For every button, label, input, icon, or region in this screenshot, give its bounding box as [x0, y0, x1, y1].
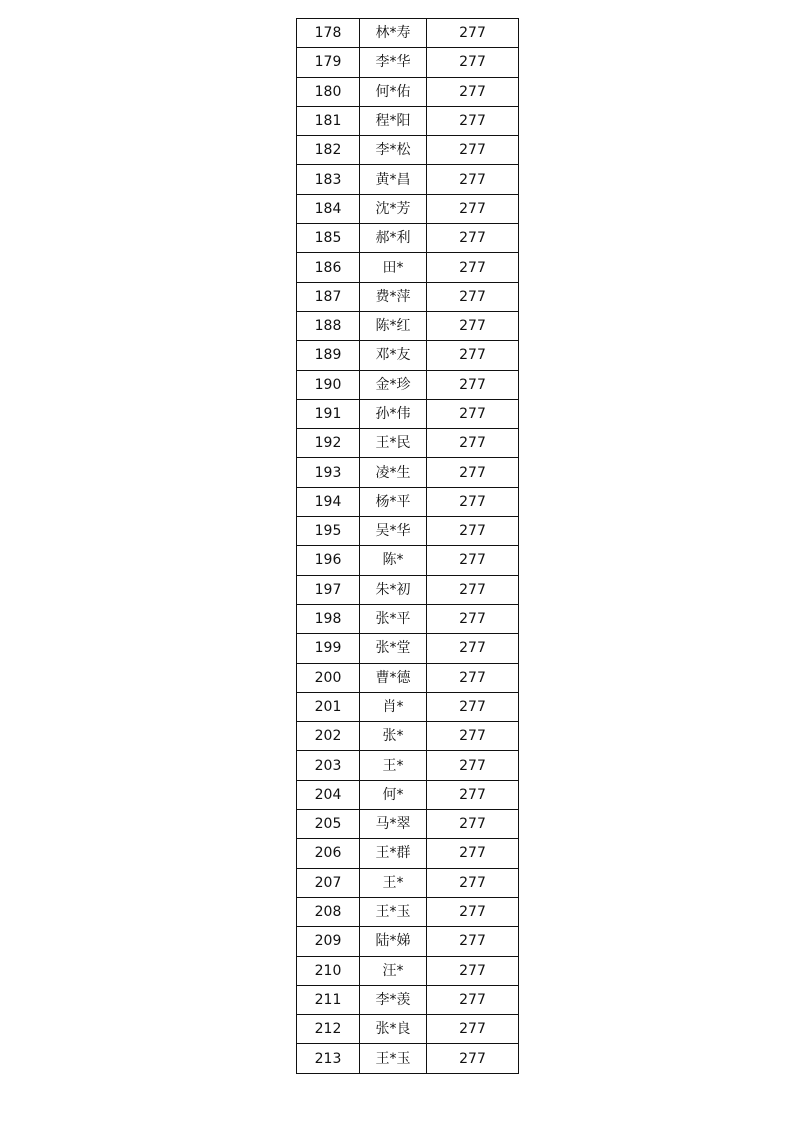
score-cell: 277	[427, 575, 519, 604]
table-row	[297, 77, 519, 106]
score-cell: 277	[427, 1044, 519, 1073]
table-row	[297, 106, 519, 135]
score-cell: 277	[427, 282, 519, 311]
table-row	[297, 311, 519, 340]
score-cell: 277	[427, 751, 519, 780]
table-row	[297, 956, 519, 985]
name-cell: 何*	[360, 780, 427, 809]
score-cell: 277	[427, 429, 519, 458]
table-row	[297, 810, 519, 839]
name-cell: 李*羡	[360, 985, 427, 1014]
row-number-cell: 198	[297, 604, 360, 633]
table-row	[297, 517, 519, 546]
table-row	[297, 868, 519, 897]
name-cell: 陈*	[360, 546, 427, 575]
score-cell: 277	[427, 810, 519, 839]
score-cell: 277	[427, 927, 519, 956]
score-cell: 277	[427, 517, 519, 546]
name-cell: 何*佑	[360, 77, 427, 106]
table-row	[297, 282, 519, 311]
score-cell: 277	[427, 77, 519, 106]
name-cell: 程*阳	[360, 106, 427, 135]
name-cell: 张*堂	[360, 634, 427, 663]
table-row	[297, 165, 519, 194]
table-row	[297, 897, 519, 926]
row-number-cell: 181	[297, 106, 360, 135]
score-cell: 277	[427, 546, 519, 575]
row-number-cell: 194	[297, 487, 360, 516]
table-row	[297, 458, 519, 487]
name-cell: 孙*伟	[360, 399, 427, 428]
name-cell: 金*珍	[360, 370, 427, 399]
name-cell: 王*民	[360, 429, 427, 458]
name-cell: 曹*德	[360, 663, 427, 692]
name-cell: 王*	[360, 868, 427, 897]
row-number-cell: 192	[297, 429, 360, 458]
name-cell: 朱*初	[360, 575, 427, 604]
row-number-cell: 200	[297, 663, 360, 692]
row-number-cell: 180	[297, 77, 360, 106]
name-cell: 马*翠	[360, 810, 427, 839]
row-number-cell: 205	[297, 810, 360, 839]
row-number-cell: 186	[297, 253, 360, 282]
row-number-cell: 213	[297, 1044, 360, 1073]
score-cell: 277	[427, 722, 519, 751]
table-row	[297, 194, 519, 223]
score-cell: 277	[427, 311, 519, 340]
name-cell: 沈*芳	[360, 194, 427, 223]
row-number-cell: 208	[297, 897, 360, 926]
score-cell: 277	[427, 985, 519, 1014]
name-cell: 肖*	[360, 692, 427, 721]
table-row	[297, 575, 519, 604]
table-row	[297, 985, 519, 1014]
name-cell: 王*	[360, 751, 427, 780]
row-number-cell: 203	[297, 751, 360, 780]
row-number-cell: 190	[297, 370, 360, 399]
score-cell: 277	[427, 194, 519, 223]
name-cell: 张*平	[360, 604, 427, 633]
table-row	[297, 604, 519, 633]
score-cell: 277	[427, 458, 519, 487]
name-cell: 邓*友	[360, 341, 427, 370]
name-cell: 林*寿	[360, 19, 427, 48]
row-number-cell: 211	[297, 985, 360, 1014]
score-cell: 277	[427, 868, 519, 897]
name-cell: 陈*红	[360, 311, 427, 340]
table-row	[297, 927, 519, 956]
table-row	[297, 399, 519, 428]
name-cell: 吴*华	[360, 517, 427, 546]
name-cell: 张*良	[360, 1015, 427, 1044]
name-cell: 王*群	[360, 839, 427, 868]
score-cell: 277	[427, 487, 519, 516]
score-cell: 277	[427, 663, 519, 692]
table-row	[297, 722, 519, 751]
score-cell: 277	[427, 634, 519, 663]
name-cell: 黄*昌	[360, 165, 427, 194]
score-cell: 277	[427, 165, 519, 194]
table-row	[297, 136, 519, 165]
score-cell: 277	[427, 224, 519, 253]
table-row	[297, 1044, 519, 1073]
score-cell: 277	[427, 19, 519, 48]
roster-table	[296, 18, 519, 1074]
name-cell: 凌*生	[360, 458, 427, 487]
row-number-cell: 184	[297, 194, 360, 223]
row-number-cell: 202	[297, 722, 360, 751]
table-row	[297, 224, 519, 253]
table-row	[297, 341, 519, 370]
table-row	[297, 546, 519, 575]
row-number-cell: 183	[297, 165, 360, 194]
score-cell: 277	[427, 692, 519, 721]
name-cell: 陆*娣	[360, 927, 427, 956]
name-cell: 郝*利	[360, 224, 427, 253]
table-row	[297, 692, 519, 721]
row-number-cell: 201	[297, 692, 360, 721]
table-row	[297, 1015, 519, 1044]
row-number-cell: 178	[297, 19, 360, 48]
row-number-cell: 179	[297, 48, 360, 77]
row-number-cell: 204	[297, 780, 360, 809]
roster-table-body	[297, 19, 519, 1074]
score-cell: 277	[427, 370, 519, 399]
row-number-cell: 210	[297, 956, 360, 985]
name-cell: 王*玉	[360, 1044, 427, 1073]
row-number-cell: 209	[297, 927, 360, 956]
name-cell: 王*玉	[360, 897, 427, 926]
row-number-cell: 185	[297, 224, 360, 253]
table-row	[297, 839, 519, 868]
row-number-cell: 193	[297, 458, 360, 487]
name-cell: 汪*	[360, 956, 427, 985]
name-cell: 李*松	[360, 136, 427, 165]
score-cell: 277	[427, 253, 519, 282]
row-number-cell: 188	[297, 311, 360, 340]
score-cell: 277	[427, 839, 519, 868]
table-row	[297, 19, 519, 48]
name-cell: 田*	[360, 253, 427, 282]
score-cell: 277	[427, 1015, 519, 1044]
table-row	[297, 780, 519, 809]
row-number-cell: 207	[297, 868, 360, 897]
row-number-cell: 212	[297, 1015, 360, 1044]
row-number-cell: 206	[297, 839, 360, 868]
row-number-cell: 191	[297, 399, 360, 428]
score-cell: 277	[427, 897, 519, 926]
table-row	[297, 663, 519, 692]
score-cell: 277	[427, 780, 519, 809]
name-cell: 杨*平	[360, 487, 427, 516]
row-number-cell: 195	[297, 517, 360, 546]
score-cell: 277	[427, 48, 519, 77]
table-row	[297, 253, 519, 282]
score-cell: 277	[427, 341, 519, 370]
score-cell: 277	[427, 399, 519, 428]
table-row	[297, 48, 519, 77]
name-cell: 李*华	[360, 48, 427, 77]
name-cell: 张*	[360, 722, 427, 751]
score-cell: 277	[427, 136, 519, 165]
score-cell: 277	[427, 604, 519, 633]
table-row	[297, 634, 519, 663]
name-cell: 费*萍	[360, 282, 427, 311]
score-cell: 277	[427, 106, 519, 135]
row-number-cell: 196	[297, 546, 360, 575]
row-number-cell: 189	[297, 341, 360, 370]
row-number-cell: 182	[297, 136, 360, 165]
table-row	[297, 370, 519, 399]
table-row	[297, 429, 519, 458]
row-number-cell: 199	[297, 634, 360, 663]
table-row	[297, 751, 519, 780]
row-number-cell: 187	[297, 282, 360, 311]
table-row	[297, 487, 519, 516]
score-cell: 277	[427, 956, 519, 985]
row-number-cell: 197	[297, 575, 360, 604]
